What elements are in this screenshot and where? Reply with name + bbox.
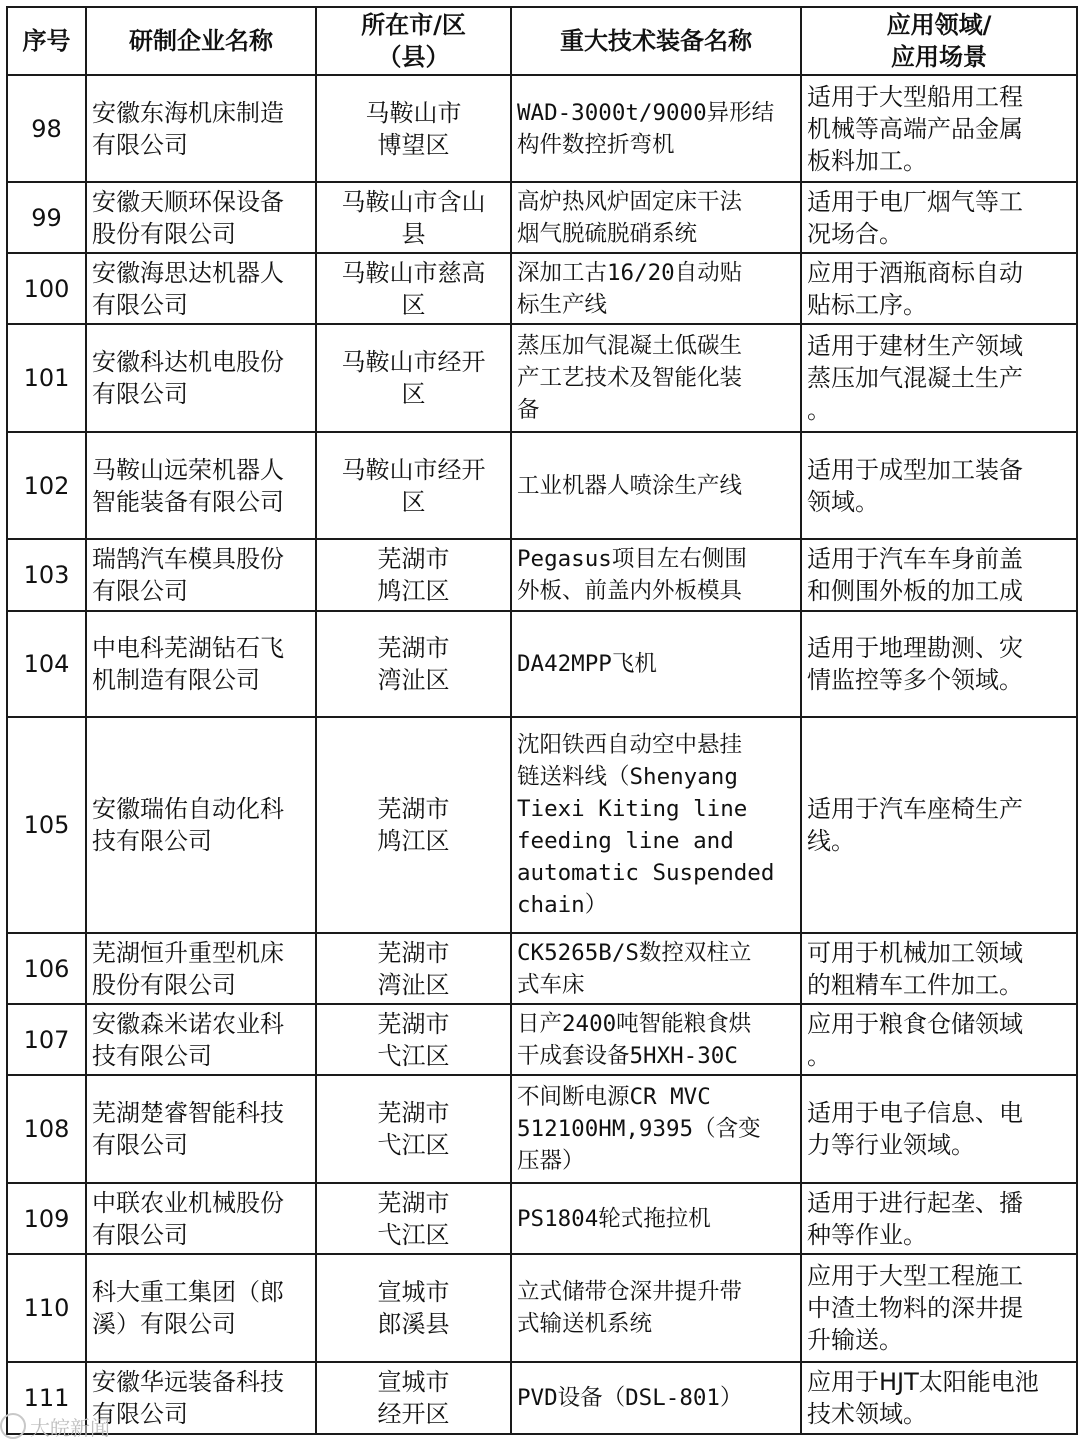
company-name: 安徽科达机电股份 有限公司: [86, 324, 316, 432]
table-row: [7, 933, 1077, 1004]
table-row: [7, 611, 1077, 717]
location-cell: 宣城市 经开区: [316, 1362, 511, 1434]
application-cell: 适用于进行起垄、播 种等作业。: [801, 1183, 1077, 1254]
row-no: 108: [7, 1075, 86, 1183]
location-cell: 芜湖市 弋江区: [316, 1004, 511, 1075]
application-cell: 应用于HJT太阳能电池 技术领域。: [801, 1362, 1077, 1434]
row-no: 104: [7, 611, 86, 717]
table-row: [7, 253, 1077, 324]
equipment-name: 日产2400吨智能粮食烘 干成套设备5HXH-30C: [511, 1004, 801, 1075]
equipment-name: 蒸压加气混凝土低碳生 产工艺技术及智能化装 备: [511, 324, 801, 432]
header-equipment: 重大技术装备名称: [511, 7, 801, 75]
equipment-name: 高炉热风炉固定床干法 烟气脱硫脱硝系统: [511, 182, 801, 253]
row-no: 99: [7, 182, 86, 253]
company-name: 芜湖楚睿智能科技 有限公司: [86, 1075, 316, 1183]
equipment-name: CK5265B/S数控双柱立 式车床: [511, 933, 801, 1004]
company-name: 芜湖恒升重型机床 股份有限公司: [86, 933, 316, 1004]
row-no: 105: [7, 717, 86, 933]
company-name: 科大重工集团（郎 溪）有限公司: [86, 1254, 316, 1362]
row-no: 111: [7, 1362, 86, 1434]
table-row: [7, 1004, 1077, 1075]
location-cell: 芜湖市 湾沚区: [316, 933, 511, 1004]
header-row: [7, 7, 1077, 75]
location-cell: 马鞍山市经开 区: [316, 324, 511, 432]
table-row: [7, 75, 1077, 182]
header-company: 研制企业名称: [86, 7, 316, 75]
equipment-name: 深加工古16/20自动贴 标生产线: [511, 253, 801, 324]
equipment-name: PVD设备（DSL-801）: [511, 1362, 801, 1434]
company-name: 安徽东海机床制造 有限公司: [86, 75, 316, 182]
application-cell: 适用于汽车座椅生产 线。: [801, 717, 1077, 933]
row-no: 103: [7, 539, 86, 611]
location-cell: 马鞍山市经开 区: [316, 432, 511, 539]
application-cell: 适用于电子信息、电 力等行业领域。: [801, 1075, 1077, 1183]
table-row: [7, 1362, 1077, 1434]
equipment-name: WAD-3000t/9000异形结 构件数控折弯机: [511, 75, 801, 182]
location-cell: 马鞍山市慈高 区: [316, 253, 511, 324]
equipment-table: [6, 6, 1078, 1435]
table-row: [7, 539, 1077, 611]
table-row: [7, 1254, 1077, 1362]
row-no: 98: [7, 75, 86, 182]
table-row: [7, 717, 1077, 933]
table-row: [7, 1075, 1077, 1183]
equipment-name: 沈阳铁西自动空中悬挂 链送料线（Shenyang Tiexi Kiting line feeding line and automatic Suspended chain）: [511, 717, 801, 933]
application-cell: 应用于酒瓶商标自动 贴标工序。: [801, 253, 1077, 324]
location-cell: 芜湖市 鸠江区: [316, 717, 511, 933]
application-cell: 适用于成型加工装备 领域。: [801, 432, 1077, 539]
location-cell: 马鞍山市含山 县: [316, 182, 511, 253]
watermark-text: 大皖新闻: [30, 1415, 110, 1440]
equipment-name: 不间断电源CR MVC 512100HM,9395（含变 压器）: [511, 1075, 801, 1183]
row-no: 102: [7, 432, 86, 539]
company-name: 马鞍山远荣机器人 智能装备有限公司: [86, 432, 316, 539]
table-row: [7, 432, 1077, 539]
location-cell: 马鞍山市 博望区: [316, 75, 511, 182]
company-name: 安徽瑞佑自动化科 技有限公司: [86, 717, 316, 933]
equipment-name: 工业机器人喷涂生产线: [511, 432, 801, 539]
location-cell: 芜湖市 湾沚区: [316, 611, 511, 717]
row-no: 101: [7, 324, 86, 432]
company-name: 中联农业机械股份 有限公司: [86, 1183, 316, 1254]
row-no: 107: [7, 1004, 86, 1075]
company-name: 瑞鹄汽车模具股份 有限公司: [86, 539, 316, 611]
application-cell: 适用于汽车车身前盖 和侧围外板的加工成: [801, 539, 1077, 611]
equipment-name: PS1804轮式拖拉机: [511, 1183, 801, 1254]
application-cell: 适用于地理勘测、灾 情监控等多个领域。: [801, 611, 1077, 717]
row-no: 110: [7, 1254, 86, 1362]
row-no: 100: [7, 253, 86, 324]
location-cell: 芜湖市 鸠江区: [316, 539, 511, 611]
equipment-name: DA42MPP飞机: [511, 611, 801, 717]
table-row: [7, 324, 1077, 432]
company-name: 中电科芜湖钻石飞 机制造有限公司: [86, 611, 316, 717]
location-cell: 芜湖市 弋江区: [316, 1183, 511, 1254]
header-application: 应用领域/ 应用场景: [801, 7, 1077, 75]
company-name: 安徽森米诺农业科 技有限公司: [86, 1004, 316, 1075]
header-no: 序号: [7, 7, 86, 75]
application-cell: 适用于电厂烟气等工 况场合。: [801, 182, 1077, 253]
equipment-name: Pegasus项目左右侧围 外板、前盖内外板模具: [511, 539, 801, 611]
application-cell: 适用于建材生产领域 蒸压加气混凝土生产 。: [801, 324, 1077, 432]
header-location: 所在市/区 （县）: [316, 7, 511, 75]
table-row: [7, 182, 1077, 253]
application-cell: 适用于大型船用工程 机械等高端产品金属 板料加工。: [801, 75, 1077, 182]
company-name: 安徽天顺环保设备 股份有限公司: [86, 182, 316, 253]
application-cell: 应用于大型工程施工 中渣土物料的深井提 升输送。: [801, 1254, 1077, 1362]
table-row: [7, 1183, 1077, 1254]
row-no: 106: [7, 933, 86, 1004]
company-name: 安徽海思达机器人 有限公司: [86, 253, 316, 324]
application-cell: 可用于机械加工领域 的粗精车工件加工。: [801, 933, 1077, 1004]
location-cell: 宣城市 郎溪县: [316, 1254, 511, 1362]
location-cell: 芜湖市 弋江区: [316, 1075, 511, 1183]
equipment-name: 立式储带仓深井提升带 式输送机系统: [511, 1254, 801, 1362]
application-cell: 应用于粮食仓储领域 。: [801, 1004, 1077, 1075]
company-name: 安徽华远装备科技 有限公司: [86, 1362, 316, 1434]
row-no: 109: [7, 1183, 86, 1254]
